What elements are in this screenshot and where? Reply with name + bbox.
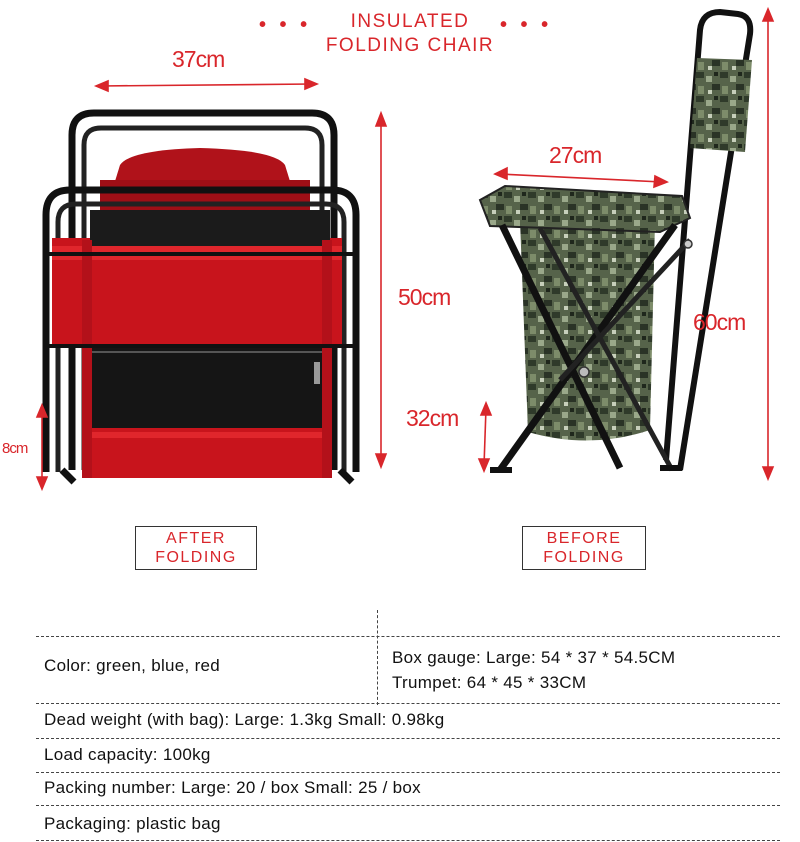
dim-height-folded: 50cm bbox=[398, 284, 451, 310]
caption-after-line-1: AFTER bbox=[166, 530, 226, 547]
title-line-2: FOLDING CHAIR bbox=[325, 35, 495, 56]
table-rule bbox=[36, 805, 780, 806]
caption-after-line-2: FOLDING bbox=[155, 549, 237, 566]
table-rule bbox=[36, 738, 780, 739]
dim-seat-width: 27cm bbox=[549, 142, 602, 168]
spec-trumpet: Trumpet: 64 * 45 * 33CM bbox=[392, 673, 587, 692]
caption-after-folding bbox=[135, 526, 257, 570]
spec-dead-weight: Dead weight (with bag): Large: 1.3kg Small: 0.98kg bbox=[44, 710, 445, 729]
table-rule bbox=[36, 840, 780, 841]
folded-chair bbox=[46, 113, 356, 482]
caption-before-line-2: FOLDING bbox=[543, 549, 625, 566]
table-rule bbox=[36, 772, 780, 773]
spec-packaging: Packaging: plastic bag bbox=[44, 814, 221, 833]
title-dots-left: • • • bbox=[259, 14, 312, 36]
dim-bottom-folded: 8cm bbox=[2, 440, 28, 457]
spec-packing-number: Packing number: Large: 20 / box Small: 25 / box bbox=[44, 778, 421, 797]
dim-seat-height: 32cm bbox=[406, 405, 459, 431]
spec-color: Color: green, blue, red bbox=[44, 656, 221, 675]
dim-width-folded: 37cm bbox=[172, 46, 225, 72]
unfolded-chair bbox=[480, 12, 752, 470]
page-title bbox=[320, 10, 500, 58]
spec-box-gauge: Box gauge: Large: 54 * 37 * 54.5CM bbox=[392, 648, 676, 667]
table-divider-vertical bbox=[377, 610, 378, 705]
dim-total-height: 60cm bbox=[693, 309, 746, 335]
table-rule bbox=[36, 636, 780, 637]
spec-load-capacity: Load capacity: 100kg bbox=[44, 745, 211, 764]
caption-before-folding bbox=[522, 526, 646, 570]
table-rule bbox=[36, 703, 780, 704]
title-line-1: INSULATED bbox=[350, 11, 470, 32]
caption-before-line-1: BEFORE bbox=[546, 530, 622, 547]
title-dots-right: • • • bbox=[500, 14, 553, 36]
